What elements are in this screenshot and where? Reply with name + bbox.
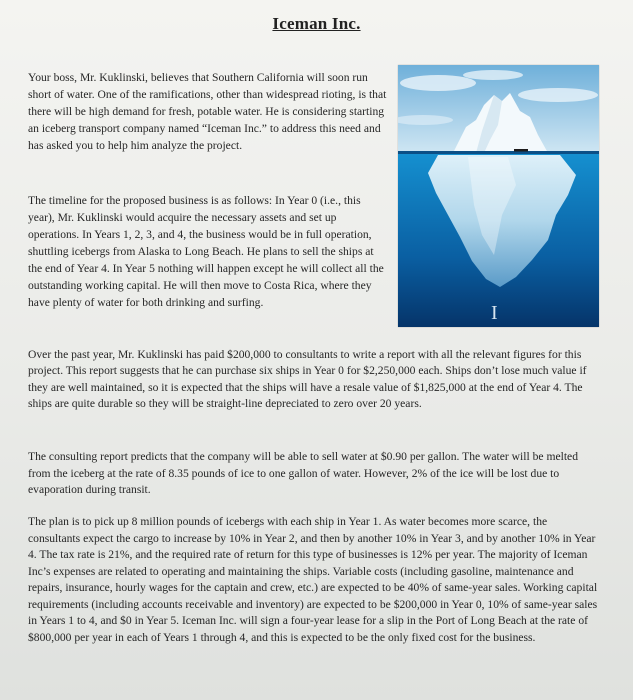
caption-letter: [491, 302, 498, 324]
paragraph-plan: The plan is to pick up 8 million pounds of icebergs with each ship in Year 1. As water becomes more scarce, the consultants expect the cargo to increase by 10% in Year 2, and then by another 10% in Year 3, and by another 10% in Year 4. The tax rate is 21%, and the required rate of return for this type of businesses is 12% per year. The majority of Iceman Inc’s expenses are related to operating and maintaining the ships. Variable costs (including gasoline, maintenance and repairs, insurance, hourly wages for the captain and crew, etc.) are expected to be 40% of same-year sales. Working capital requirements (including accounts receivable and inventory) are expected to be $200,000 in Year 0, 10% of same-year sales in Years 1 to 4, and $0 in Year 5. Iceman Inc. will sign a four-year lease for a slip in the Port of Long Beach at the rate of $800,000 per year in each of Years 1 through 4, and this is expected to be the only fixed cost for the business.: [28, 515, 598, 644]
svg-text:I: I: [491, 302, 498, 324]
paragraph-timeline: The timeline for the proposed business is as follows: In Year 0 (i.e., this year), Mr. Kuklinski would acquire the necessary assets and set up operations. In Years 1, 2, 3, and 4, the business would be in full operation, shuttling icebergs from Alaska to Long Beach. He plans to sell the ships at the end of Year 4. In Year 5 nothing will happen except he will collect all the outstanding working capital. He will then move to Costa Rica, where they have plenty of water for both drinking and surfing.: [28, 194, 384, 309]
paragraph-intro: Your boss, Mr. Kuklinski, believes that Southern California will soon run short of water. One of the ramifications, other than widespread rioting, is that there will be high demand for fresh, potable water. He is considering starting an iceberg transport company named “Iceman Inc.” to address this need and has asked you to help him analyze the project.: [28, 71, 387, 152]
document-title: Iceman Inc.: [272, 14, 361, 33]
paragraph-consultants: Over the past year, Mr. Kuklinski has paid $200,000 to consultants to write a report with all the relevant figures for this project. This report suggests that he can purchase six ships in Year 0 for $2,250,000 each. Ships don’t lose much value if they are well maintained, so it is expected that the ships will have a resale value of $1,825,000 at the end of Year 4. The ships are quite durable so they will be straight-line depreciated to zero over 20 years.: [28, 348, 587, 410]
iceberg-illustration: [398, 65, 599, 327]
paragraph-water-price: The consulting report predicts that the company will be able to sell water at $0.90 per gallon. The water will be melted from the iceberg at the rate of 8.35 pounds of ice to one gallon of water. However, 2% of the ice will be lost due to evaporation during transit.: [28, 450, 579, 496]
